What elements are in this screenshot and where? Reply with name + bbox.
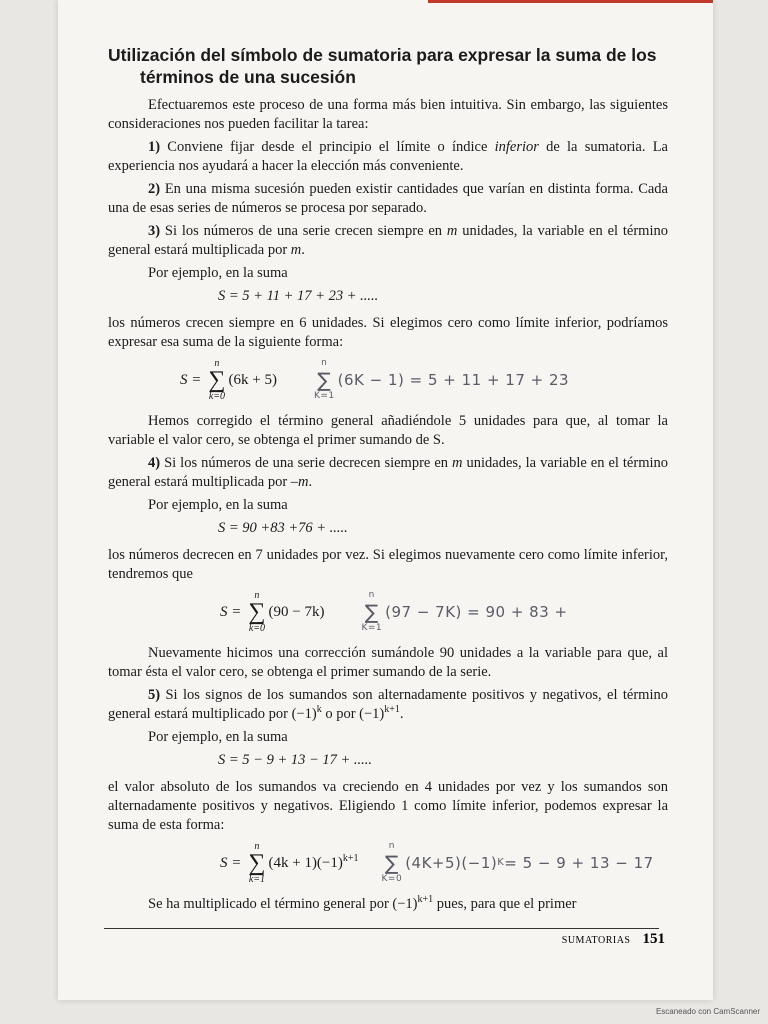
variable-m: m bbox=[452, 455, 463, 471]
scanned-page bbox=[58, 0, 713, 1000]
exponent: k+1 bbox=[417, 894, 434, 906]
sigma-icon: ∑ bbox=[364, 600, 379, 624]
sigma-symbol bbox=[208, 358, 225, 402]
sum-term-base: (4k + 1)(−1) bbox=[268, 854, 343, 871]
sigma-icon: ∑ bbox=[248, 850, 266, 876]
red-edge-line bbox=[428, 0, 713, 3]
power-expression: (−1) bbox=[291, 706, 317, 722]
sum-formula-row bbox=[108, 841, 668, 885]
power-expression: (−1) bbox=[392, 896, 418, 912]
rule-emphasis: inferior bbox=[494, 139, 539, 155]
rule-text: Si los números de una serie decrecen siempre en bbox=[160, 455, 453, 471]
example-explanation: el valor absoluto de los sumandos va creciendo en 4 unidades por vez y los sumandos son alternadamente positivos y negativos. Eligiendo 1 como límite inferior, podemos expresar la suma de esta forma: bbox=[108, 779, 668, 833]
variable-m: m bbox=[290, 242, 302, 258]
page-content bbox=[108, 44, 668, 918]
handwritten-note bbox=[358, 590, 567, 634]
sigma-upper-limit: n bbox=[214, 358, 220, 369]
series-formula: S = 90 +83 +76 + ..... bbox=[218, 520, 348, 536]
handwritten-note bbox=[311, 358, 569, 402]
rule-text: unidades, la variable en el término general estará multiplicada por – bbox=[108, 455, 668, 490]
sigma-lower-limit: k=0 bbox=[248, 623, 266, 634]
example-intro: Por ejemplo, en la suma bbox=[148, 265, 288, 281]
example-intro: Por ejemplo, en la suma bbox=[148, 497, 288, 513]
sigma-symbol bbox=[248, 590, 265, 634]
example-explanation: los números decrecen en 7 unidades por vez. Si elegimos nuevamente cero como límite inferior, tendremos que bbox=[108, 547, 668, 582]
sigma-lower-limit: K=1 bbox=[313, 391, 335, 401]
sum-lhs: S = bbox=[220, 603, 242, 620]
rule-number: 3) bbox=[148, 223, 161, 239]
exponent: k+1 bbox=[342, 852, 359, 864]
handwritten-sigma bbox=[314, 358, 335, 402]
scanner-watermark: Escaneado con CamScanner bbox=[655, 1007, 760, 1016]
section-title: Utilización del símbolo de sumatoria para expresar la suma de los términos de una sucesión bbox=[108, 45, 657, 87]
power-expression: (−1) bbox=[359, 706, 385, 722]
sigma-upper-limit: n bbox=[388, 841, 395, 851]
sigma-lower-limit: K=1 bbox=[361, 623, 383, 633]
rule-text: . bbox=[399, 706, 404, 722]
intro-paragraph: Efectuaremos este proceso de una forma más bien intuitiva. Sin embargo, las siguientes consideraciones nos pueden facilitar la tarea: bbox=[108, 97, 668, 132]
rule-4 bbox=[108, 454, 668, 492]
example-after: Hemos corregido el término general añadiéndole 5 unidades para que, al tomar la variable el valor cero, se obtenga el primer sumando de S. bbox=[108, 413, 668, 448]
handwritten-note: n ∑ K=0 (4K+5)(−1) K = 5 − 9 + 13 − 17 bbox=[381, 841, 654, 884]
sum-term bbox=[268, 854, 358, 873]
variable-m: m bbox=[298, 474, 309, 490]
rule-number: 5) bbox=[148, 687, 161, 703]
closing-text: pues, para que el primer bbox=[433, 896, 577, 912]
handwritten-sigma bbox=[382, 841, 403, 885]
handwritten-term: (97 − 7K) = 90 + 83 + bbox=[385, 602, 568, 621]
rule-2 bbox=[108, 180, 668, 218]
rule-text: Si los números de una serie crecen siempre en bbox=[160, 223, 447, 239]
sigma-upper-limit: n bbox=[254, 841, 260, 852]
sigma-upper-limit: n bbox=[254, 590, 260, 601]
sigma-lower-limit: k=0 bbox=[208, 391, 226, 402]
example-intro: Por ejemplo, en la suma bbox=[148, 729, 288, 745]
sum-term: (6k + 5) bbox=[228, 371, 277, 388]
handwritten-term: (6K − 1) = 5 + 11 + 17 + 23 bbox=[337, 370, 570, 389]
rule-number: 1) bbox=[148, 139, 161, 155]
series-formula: S = 5 − 9 + 13 − 17 + ..... bbox=[218, 752, 373, 768]
footer-rule bbox=[104, 928, 659, 929]
rule-text: En una misma sucesión pueden existir cantidades que varían en distinta forma. Cada una de esas series de números se procesa por separado. bbox=[108, 181, 668, 216]
sigma-icon: ∑ bbox=[208, 367, 226, 393]
rule-text: . bbox=[301, 242, 305, 258]
series-formula: S = 5 + 11 + 17 + 23 + ..... bbox=[218, 288, 379, 304]
rule-number: 4) bbox=[148, 455, 161, 471]
sum-formula-row bbox=[108, 358, 668, 402]
handwritten-term: = 5 − 9 + 13 − 17 bbox=[504, 853, 654, 872]
rule-5 bbox=[108, 686, 668, 724]
exponent: k+1 bbox=[384, 704, 400, 716]
exponent: k bbox=[316, 704, 322, 716]
section-name: SUMATORIAS bbox=[561, 935, 631, 946]
sigma-symbol bbox=[248, 841, 265, 885]
rule-1 bbox=[108, 138, 668, 176]
sigma-icon: ∑ bbox=[384, 851, 399, 875]
handwritten-sigma bbox=[361, 590, 382, 634]
rule-text: Conviene fijar desde el principio el límite o índice bbox=[160, 139, 495, 155]
variable-m: m bbox=[446, 223, 458, 239]
sigma-upper-limit: n bbox=[321, 358, 328, 368]
handwritten-term: (4K+5)(−1) bbox=[405, 853, 498, 872]
rule-text: Si los signos de los sumandos son alternadamente positivos y negativos, el término general estará multiplicado por bbox=[108, 687, 668, 722]
example-after: Nuevamente hicimos una corrección sumándole 90 unidades a la variable para que, al tomar ésta el valor cero, se obtenga el primer sumando de la serie. bbox=[108, 645, 668, 680]
rule-text: unidades, la variable en el término general estará multiplicada por bbox=[108, 223, 668, 258]
rule-text: . bbox=[308, 474, 313, 490]
page-number: 151 bbox=[642, 931, 665, 947]
sigma-upper-limit: n bbox=[368, 590, 375, 600]
sum-formula-row bbox=[108, 590, 668, 634]
closing-paragraph bbox=[108, 895, 668, 914]
rule-text: de la sumatoria. La experiencia nos ayudará a hacer la elección más conveniente. bbox=[108, 139, 668, 174]
sigma-icon: ∑ bbox=[248, 599, 266, 625]
rule-3 bbox=[108, 222, 668, 260]
sum-term: (90 − 7k) bbox=[268, 603, 325, 620]
page-footer bbox=[562, 930, 665, 948]
sum-lhs: S = bbox=[220, 854, 242, 871]
sum-lhs: S = bbox=[180, 371, 202, 388]
closing-text: Se ha multiplicado el término general por bbox=[148, 896, 393, 912]
rule-number: 2) bbox=[148, 181, 161, 197]
sigma-icon: ∑ bbox=[317, 368, 332, 392]
sigma-lower-limit: K=0 bbox=[381, 874, 403, 884]
example-explanation: los números crecen siempre en 6 unidades. Si elegimos cero como límite inferior, podríamos expresar esa suma de la siguiente forma: bbox=[108, 315, 668, 350]
sigma-lower-limit: k=1 bbox=[248, 874, 266, 885]
rule-text: o por bbox=[321, 706, 360, 722]
